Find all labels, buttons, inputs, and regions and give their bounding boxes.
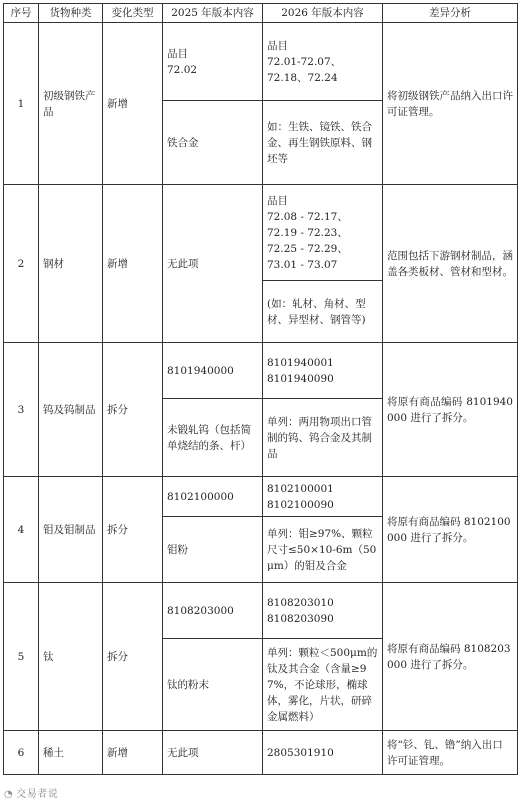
header-row bbox=[4, 4, 518, 23]
weibo-icon: ◔ bbox=[4, 789, 14, 800]
v2026-cell: 单列：钼≥97%、颗粒尺寸≤50×10-6m（50μm）的钼及合金 bbox=[263, 517, 383, 583]
v2025-cell: 铁合金 bbox=[163, 101, 263, 185]
v2026-cell: 如：生铁、镜铁、铁合金、再生钢铁原料、钢坯等 bbox=[263, 101, 383, 185]
analysis-cell: 将原有商品编码 8102100000 进行了拆分。 bbox=[383, 477, 518, 583]
change-type-cell: 拆分 bbox=[103, 343, 163, 477]
comparison-table bbox=[3, 3, 518, 775]
v2026-cell: 单列：两用物项出口管制的钨、钨合金及其制品 bbox=[263, 399, 383, 477]
v2026-cell: (如：轧材、角材、型材、异型材、钢管等) bbox=[263, 281, 383, 343]
row-number: 6 bbox=[4, 731, 39, 775]
watermark bbox=[4, 785, 58, 800]
v2025-cell: 钛的粉末 bbox=[163, 639, 263, 731]
analysis-cell: 将原有商品编码 8101940000 进行了拆分。 bbox=[383, 343, 518, 477]
header-analysis: 差异分析 bbox=[383, 4, 518, 23]
v2026-cell: 单列：颗粒＜500μm的钛及其合金（含量≥97%，不论球形，椭球体，雾化，片状，研碎金属燃料） bbox=[263, 639, 383, 731]
table-row bbox=[4, 477, 518, 517]
change-type-cell: 新增 bbox=[103, 23, 163, 185]
watermark-text: 交易者说 bbox=[16, 789, 59, 800]
v2026-cell: 8108203010 8108203090 bbox=[263, 583, 383, 639]
row-number: 2 bbox=[4, 185, 39, 343]
v2025-cell: 品目 72.02 bbox=[163, 23, 263, 101]
category-cell: 钛 bbox=[39, 583, 103, 731]
category-cell: 钢材 bbox=[39, 185, 103, 343]
v2026-cell: 2805301910 bbox=[263, 731, 383, 775]
row-number: 4 bbox=[4, 477, 39, 583]
table-row bbox=[4, 343, 518, 399]
v2025-cell: 8102100000 bbox=[163, 477, 263, 517]
change-type-cell: 拆分 bbox=[103, 583, 163, 731]
analysis-cell: 范围包括下游钢材制品，涵盖各类板材、管材和型材。 bbox=[383, 185, 518, 343]
analysis-cell: 将“钐、钆、镥”纳入出口许可证管理。 bbox=[383, 731, 518, 775]
row-number: 1 bbox=[4, 23, 39, 185]
header-2025: 2025 年版本内容 bbox=[163, 4, 263, 23]
table-row bbox=[4, 583, 518, 639]
header-change: 变化类型 bbox=[103, 4, 163, 23]
table-row bbox=[4, 185, 518, 281]
category-cell: 钨及钨制品 bbox=[39, 343, 103, 477]
v2025-cell: 无此项 bbox=[163, 731, 263, 775]
v2026-cell: 品目 72.08 - 72.17、 72.19 - 72.23、 72.25 - 72.29、 73.01 - 73.07 bbox=[263, 185, 383, 281]
change-type-cell: 拆分 bbox=[103, 477, 163, 583]
analysis-cell: 将原有商品编码 8108203000 进行了拆分。 bbox=[383, 583, 518, 731]
table-row bbox=[4, 731, 518, 775]
header-no: 序号 bbox=[4, 4, 39, 23]
row-number: 3 bbox=[4, 343, 39, 477]
category-cell: 初级钢铁产品 bbox=[39, 23, 103, 185]
v2026-cell: 8102100001 8102100090 bbox=[263, 477, 383, 517]
header-category: 货物种类 bbox=[39, 4, 103, 23]
header-2026: 2026 年版本内容 bbox=[263, 4, 383, 23]
analysis-cell: 将初级钢铁产品纳入出口许可证管理。 bbox=[383, 23, 518, 185]
v2025-cell: 8101940000 bbox=[163, 343, 263, 399]
category-cell: 稀土 bbox=[39, 731, 103, 775]
v2026-cell: 8101940001 8101940090 bbox=[263, 343, 383, 399]
v2025-cell: 无此项 bbox=[163, 185, 263, 343]
v2025-cell: 8108203000 bbox=[163, 583, 263, 639]
category-cell: 钼及钼制品 bbox=[39, 477, 103, 583]
change-type-cell: 新增 bbox=[103, 731, 163, 775]
change-type-cell: 新增 bbox=[103, 185, 163, 343]
v2026-cell: 品目 72.01-72.07、 72.18、72.24 bbox=[263, 23, 383, 101]
v2025-cell: 未锻轧钨（包括简单烧结的条、杆） bbox=[163, 399, 263, 477]
row-number: 5 bbox=[4, 583, 39, 731]
table-row bbox=[4, 23, 518, 101]
v2025-cell: 钼粉 bbox=[163, 517, 263, 583]
